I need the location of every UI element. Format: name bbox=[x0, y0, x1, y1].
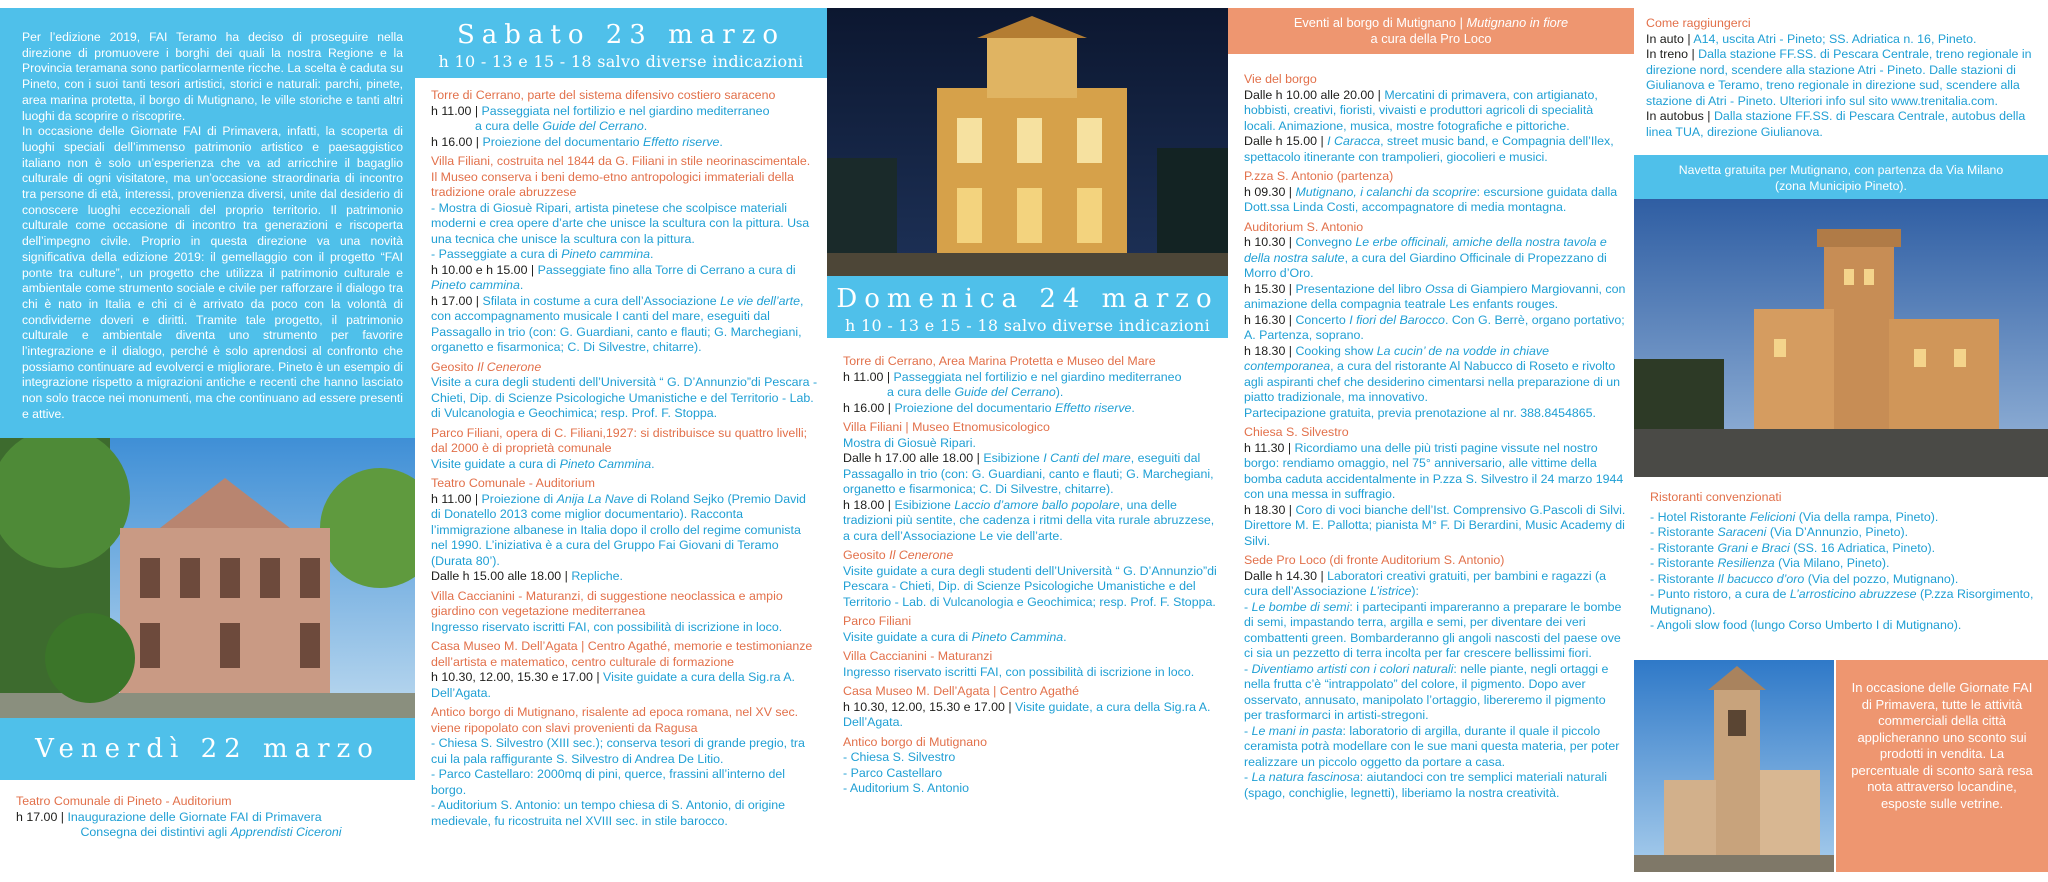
intro-box bbox=[0, 8, 415, 438]
program-line: Sede Pro Loco (di fronte Auditorium S. Antonio) bbox=[1244, 553, 1505, 567]
program-line: h 18.30 | Coro di voci bianche dell’Ist. Comprensivo G.Pascoli di Silvi. Direttore M. E. Pallotta; pianista M° F. Di Berardini, Music Academy di Silvi. bbox=[1244, 502, 1626, 548]
program-line: Ingresso riservato iscritti FAI, con possibilità di iscrizione in loco. bbox=[431, 619, 783, 634]
program-line: Villa Caccianini - Maturanzi, di suggestione neoclassica e ampio giardino con vegetazione mediterranea bbox=[431, 588, 783, 618]
program-line: - Diventiamo artisti con i colori naturali: nelle piante, negli ortaggi e nella frutta c’è “intrappolato” del colore, il pigmento. Dopo aver osservato, annusato, manipolato l’ortaggio, libereremo il pigmento per trasformarci in artisti-stregoni. bbox=[1244, 661, 1609, 722]
shuttle-box bbox=[1634, 155, 2048, 199]
program-line: h 18.00 | Esibizione Laccio d’amore ballo popolare, una delle tradizioni più sentite, che cadenza i ritmi della vita rurale abruzzese, a cura dell’Associazione Le vie dell’arte. bbox=[843, 497, 1215, 543]
program-line: - Passeggiate a cura di Pineto cammina. bbox=[431, 247, 654, 261]
travel-title: Come raggiungerci bbox=[1646, 16, 1751, 30]
program-line: h 18.30 | Cooking show La cucin’ de na vodde in chiave contemporanea, a cura del ristorante Al Nabucco di Roseto e rivolto agli aspiranti chef che desiderino cimentarsi nella preparazione di un piatto tradizionale, ma innovativo. bbox=[1244, 343, 1621, 404]
travel-line: In auto | A14, uscita Atri - Pineto; SS. Adriatica n. 16, Pineto. bbox=[1646, 31, 1977, 46]
restaurant-item: - Ristorante Saraceni (Via D’Annunzio, Pineto). bbox=[1650, 525, 1909, 539]
program-line: h 15.30 | Presentazione del libro Ossa di Giampiero Margiovanni, con animazione della compagnia teatrale Les enfants rouges. bbox=[1244, 281, 1626, 311]
program-line: a cura delle Guide del Cerrano). bbox=[887, 385, 1064, 399]
program-line: Torre di Cerrano, parte del sistema difensivo costiero saraceno bbox=[431, 88, 776, 102]
friday-program bbox=[16, 790, 406, 841]
restaurants-section bbox=[1650, 486, 2040, 634]
program-line: Visite guidate a cura di Pineto Cammina. bbox=[843, 629, 1067, 644]
restaurant-item: - Ristorante Grani e Braci (SS. 16 Adriatica, Pineto). bbox=[1650, 540, 1936, 555]
program-line: Casa Museo M. Dell’Agata | Centro Agathé bbox=[843, 684, 1080, 698]
events-header: Eventi al borgo di Mutignano | Mutignano in fiore a cura della Pro Loco bbox=[1228, 8, 1634, 54]
restaurant-item: - Ristorante Resilienza (Via Milano, Pineto). bbox=[1650, 556, 1890, 570]
travel-line: In treno | Dalla stazione FF.SS. di Pescara Centrale, treno regionale in direzione nord, scendere alla stazione Atri - Pineto. Dalle stazioni di Giulianova e Teramo, treno regionale in direzione sud, scendere alla stazione di Atri - Pineto. Ulteriori info sul sito www.trenitalia.com. bbox=[1646, 47, 2032, 108]
program-line: h 16.00 | Proiezione del documentario Effetto riserve. bbox=[843, 400, 1135, 415]
restaurants-title: Ristoranti convenzionati bbox=[1650, 490, 1782, 504]
program-line: - Le bombe di semi: i partecipanti impareranno a preparare le bombe di semi, impastando terra, argilla e semi, per diventare dei veri combattenti green. Bombarderanno gli angoli nascosti del paese ove ci sia un pezzetto di terra incolta per far crescere bellissimi fiori. bbox=[1244, 599, 1622, 660]
program-line: - La natura fascinosa: aiutandoci con tre semplici materiali naturali (spago, conchiglie, legnetti), liberiamo la nostra creatività. bbox=[1244, 770, 1607, 800]
friday-event-line: h 17.00 | Inaugurazione delle Giornate FAI di Primavera bbox=[16, 809, 322, 824]
program-line: Ingresso riservato iscritti FAI, con possibilità di iscrizione in loco. bbox=[843, 664, 1195, 679]
program-line: Visite guidate a cura di Pineto Cammina. bbox=[431, 456, 655, 471]
castle-photo bbox=[1634, 199, 2048, 477]
program-line: h 16.00 | Proiezione del documentario Effetto riserve. bbox=[431, 134, 723, 149]
column-intro bbox=[0, 0, 415, 882]
intro-paragraph-2: In occasione delle Giornate FAI di Primavera, infatti, la scoperta di luoghi speciali dell’immenso patrimonio artistico e paesaggistico italiano non è solo un’esperienza che va ad arricchire il bagaglio culturale di ogni visitatore, ma un’occasione straordinaria di incontro tra persone di età, interessi, provenienza diversi, unite dal desiderio di conoscere luoghi eccezionali del proprio territorio. Il patrimonio culturale come occasione di incontro tra generazioni e riscoperta dell’impegno civile. Proprio in questa direzione va una novità significativa della edizione 2019: il gemellaggio con il progetto “FAI ponte tra culture”, un progetto che utilizza il patrimonio culturale e ambientale come strumento sociale e civile per rafforzare il dialogo tra chi è nato in Italia e chi ci è arrivato da poco con la volontà di condividerne doveri e diritti. Tramite tale progetto, il patrimonio culturale e ambientale diventa uno strumento per favorire l’integrazione e il dialogo, perché è solo aprendosi al confronto che possiamo continuare ad evolverci e migliorare. Pineto è un esempio di integrazione rispetto a migrazioni antiche e recenti che hanno lasciato non solo tracce nei monumenti, ma che continuano ad essere presenti e attive. bbox=[22, 124, 403, 421]
program-line: - Parco Castellaro: 2000mq di pini, querce, frassini all’interno del borgo. bbox=[431, 767, 785, 797]
travel-line: In autobus | Dalla stazione FF.SS. di Pescara Centrale, autobus della linea TUA, direzione Giulianova. bbox=[1646, 109, 2026, 139]
program-line: h 11.00 | Passeggiata nel fortilizio e nel giardino mediterraneo bbox=[843, 369, 1182, 384]
program-line: Parco Filiani, opera di C. Filiani,1927: si distribuisce su quattro livelli; dal 2000 è di proprietà comunale bbox=[431, 425, 808, 455]
program-line: h 11.00 | Passeggiata nel fortilizio e nel giardino mediterraneo bbox=[431, 103, 770, 118]
program-line: - Parco Castellaro bbox=[843, 765, 943, 780]
discount-box bbox=[1836, 660, 2048, 872]
program-line: Teatro Comunale - Auditorium bbox=[431, 476, 595, 490]
program-line: Visite a cura degli studenti dell’Università “ G. D’Annunzio”di Pescara - Chieti, Dip. di Scienze Psicologiche Umanistiche e del Territorio - Lab. di Vulcanologia e Geochimica; resp. Prof. F. Stoppa. bbox=[431, 375, 818, 420]
program-line: Geosito Il Cenerone bbox=[431, 359, 542, 374]
program-line: Antico borgo di Mutignano, risalente ad epoca romana, nel XV sec. viene ripopolato con slavi provenienti da Ragusa bbox=[431, 705, 799, 735]
program-line: h 16.30 | Concerto I fiori del Barocco. Con G. Berrè, organo portativo; A. Partenza, soprano. bbox=[1244, 312, 1625, 342]
program-line: - Le mani in pasta: laboratorio di argilla, durante il quale il piccolo ceramista potrà modellare con le sue mani questa materia, per poter realizzare un piccolo oggetto da portare a casa. bbox=[1244, 723, 1620, 769]
program-line: a cura delle Guide del Cerrano. bbox=[475, 119, 648, 133]
column-sunday bbox=[827, 0, 1228, 882]
program-line: h 10.30, 12.00, 15.30 e 17.00 | Visite guidate, a cura della Sig.ra A. Dell’Agata. bbox=[843, 699, 1211, 729]
friday-note: Consegna dei distintivi agli Apprendisti Ciceroni bbox=[80, 825, 342, 839]
intro-text bbox=[22, 30, 403, 423]
program-line: h 10.00 e h 15.00 | Passeggiate fino alla Torre di Cerrano a cura di Pineto cammina. bbox=[431, 262, 796, 292]
program-line: h 11.30 | Ricordiamo una delle più tristi pagine vissute nel nostro borgo: rendiamo omaggio, nel 75° anniversario, alle vittime della bomba caduta accidentalmente in P.zza S. Silvestro il 24 marzo 1944 con una messa in suffragio. bbox=[1244, 440, 1624, 501]
program-line: P.zza S. Antonio (partenza) bbox=[1244, 169, 1394, 183]
sunday-title: Domenica 24 marzo bbox=[836, 284, 1219, 314]
sunday-program bbox=[843, 350, 1221, 797]
saturday-program bbox=[431, 84, 819, 829]
program-line: Villa Filiani | Museo Etnomusicologico bbox=[843, 420, 1050, 434]
villa-night-photo bbox=[827, 8, 1228, 276]
program-line: Villa Caccianini - Maturanzi bbox=[843, 649, 993, 663]
shuttle-text: Navetta gratuita per Mutignano, con partenza da Via Milano (zona Municipio Pineto). bbox=[1678, 163, 2004, 193]
villa-photo bbox=[0, 438, 415, 718]
program-line: Auditorium S. Antonio bbox=[1244, 219, 1364, 234]
program-line: Mostra di Giosuè Ripari. bbox=[843, 435, 976, 450]
restaurant-item: - Ristorante Il bacucco d’oro (Via del pozzo, Mutignano). bbox=[1650, 571, 1959, 586]
saturday-title: Sabato 23 marzo bbox=[456, 20, 786, 50]
program-line: Dalle h 14.30 | Laboratori creativi gratuiti, per bambini e ragazzi (a cura dell’Associazione L’istrice): bbox=[1244, 568, 1607, 598]
column-info bbox=[1634, 0, 2048, 882]
saturday-header bbox=[415, 8, 827, 78]
restaurant-item: - Punto ristoro, a cura de L’arrosticino abruzzese (P.zza Risorgimento, Mutignano). bbox=[1650, 587, 2034, 617]
program-line: h 11.00 | Proiezione di Anija La Nave di Roland Sejko (Premio David di Donatello 2013 come miglior documentario). Racconta l’immigrazione albanese in Italia dopo il crollo del regime comunista nel 1990. L’iniziativa è a cura del Gruppo Fai Giovani di Teramo (Durata 80’). bbox=[431, 491, 806, 568]
program-line: Casa Museo M. Dell’Agata | Centro Agathé, memorie e testimonianze dell’artista e matematico, centro culturale di formazione bbox=[431, 639, 813, 669]
travel-section bbox=[1646, 16, 2040, 140]
friday-title: Venerdì 22 marzo bbox=[35, 734, 380, 764]
restaurant-item: - Hotel Ristorante Felicioni (Via della rampa, Pineto). bbox=[1650, 509, 1939, 524]
program-line: Partecipazione gratuita, previa prenotazione al nr. 388.8454865. bbox=[1244, 405, 1597, 420]
intro-paragraph-1: Per l’edizione 2019, FAI Teramo ha deciso di proseguire nella direzione di promuovere i borghi dei quali la nostra Regione e la Provincia teramana sono particolarmente ricche. La scelta è caduta su Pineto, con i suoi tanti tesori artistici, storici e naturali: parchi, pinete, area marina protetta, il borgo di Mutignano, le ville storiche e tanti altri luoghi da scoprire o riscoprire. bbox=[22, 30, 403, 123]
program-line: Torre di Cerrano, Area Marina Protetta e Museo del Mare bbox=[843, 354, 1156, 368]
program-line: Dalle h 10.00 alle 20.00 | Mercatini di primavera, con artigianato, hobbisti, creativi, fioristi, vivaisti e produttori agricoli di specialità locali. Animazione, musica, mostre fotografiche e pittoriche. bbox=[1244, 87, 1598, 133]
program-line: - Auditorium S. Antonio: un tempo chiesa di S. Antonio, di origine medievale, fu ricostruita nel XVIII sec. in stile barocco. bbox=[431, 798, 786, 828]
column-saturday bbox=[415, 0, 827, 882]
program-line: Vie del borgo bbox=[1244, 72, 1317, 86]
friday-header bbox=[0, 718, 415, 780]
program-line: - Auditorium S. Antonio bbox=[843, 781, 970, 795]
program-line: Villa Filiani, costruita nel 1844 da G. Filiani in stile neorinascimentale. Il Museo conserva i beni demo-etno antropologici immateriali della tradizione orale abruzzese bbox=[431, 154, 811, 199]
program-line: h 10.30 | Convegno Le erbe officinali, amiche della nostra tavola e della nostra salute, a cura del Giardino Officinale di Propezzano di Morro d’Oro. bbox=[1244, 235, 1607, 280]
church-tower-photo bbox=[1634, 660, 1834, 872]
discount-text: In occasione delle Giornate FAI di Primavera, tutte le attività commerciali della città applicheranno uno sconto sui prodotti in vendita. La percentuale di sconto sarà resa nota attraverso locandine, esposte sulle vetrine. bbox=[1851, 680, 2033, 811]
sunday-hours: h 10 - 13 e 15 - 18 salvo diverse indicazioni bbox=[845, 316, 1210, 335]
friday-place: Teatro Comunale di Pineto - Auditorium bbox=[16, 794, 232, 808]
program-line: Dalle h 15.00 alle 18.00 | Repliche. bbox=[431, 569, 623, 583]
program-line: Geosito Il Cenerone bbox=[843, 548, 954, 562]
program-line: Visite guidate a cura degli studenti dell’Università “ G. D’Annunzio”di Pescara - Chieti, Dip. di Scienze Psicologiche Umanistiche e del Territorio - Lab. di Vulcanologia e Geochimica; resp. Prof. F. Stoppa. bbox=[843, 563, 1217, 609]
program-line: Parco Filiani bbox=[843, 614, 912, 628]
program-line: - Chiesa S. Silvestro bbox=[843, 750, 956, 764]
sunday-header bbox=[827, 276, 1228, 338]
saturday-hours: h 10 - 13 e 15 - 18 salvo diverse indicazioni bbox=[438, 52, 804, 71]
program-line: - Mostra di Giosuè Ripari, artista pinetese che scolpisce materiali moderni e crea opere d’arte che unisce la scultura con la pittura. Usa una tecnica che unisce la scultura con la pittura. bbox=[431, 200, 810, 246]
program-line: Chiesa S. Silvestro bbox=[1244, 425, 1349, 439]
program-line: Dalle h 17.00 alle 18.00 | Esibizione I Canti del mare, eseguiti dal Passagallo in trio (con: G. Guardiani, canto e flauti; G. Marchegiani, organetto e fisarmonica; C. Di Silvestre, chitarre). bbox=[843, 451, 1214, 496]
program-line: - Chiesa S. Silvestro (XIII sec.); conserva tesori di grande pregio, tra cui la pala raffigurante S. Silvestro di Andrea De Litio. bbox=[431, 736, 805, 766]
program-line: h 09.30 | Mutignano, i calanchi da scoprire: escursione guidata dalla Dott.ssa Linda Costi, accompagnatore di media montagna. bbox=[1244, 184, 1618, 214]
program-line: Antico borgo di Mutignano bbox=[843, 734, 987, 749]
events-program bbox=[1244, 68, 1626, 801]
restaurant-item: - Angoli slow food (lungo Corso Umberto I di Mutignano). bbox=[1650, 618, 1962, 632]
column-events bbox=[1228, 0, 1634, 882]
program-line: h 10.30, 12.00, 15.30 e 17.00 | Visite guidate a cura della Sig.ra A. Dell’Agata. bbox=[431, 670, 795, 700]
program-line: Dalle h 15.00 | I Caracca, street music band, e Compagnia dell’Ilex, spettacolo itinerante con trampolieri, giocolieri e musici. bbox=[1244, 134, 1614, 164]
program-line: h 17.00 | Sfilata in costume a cura dell’Associazione Le vie dell’arte, con accompagnamento musicale I canti del mare, eseguiti dal Passagallo in trio (con: G. Guardiani, canto e flauti; G. Marchegiani, organetto e fisarmonica; C. Di Silvestre, chitarre). bbox=[431, 293, 804, 354]
